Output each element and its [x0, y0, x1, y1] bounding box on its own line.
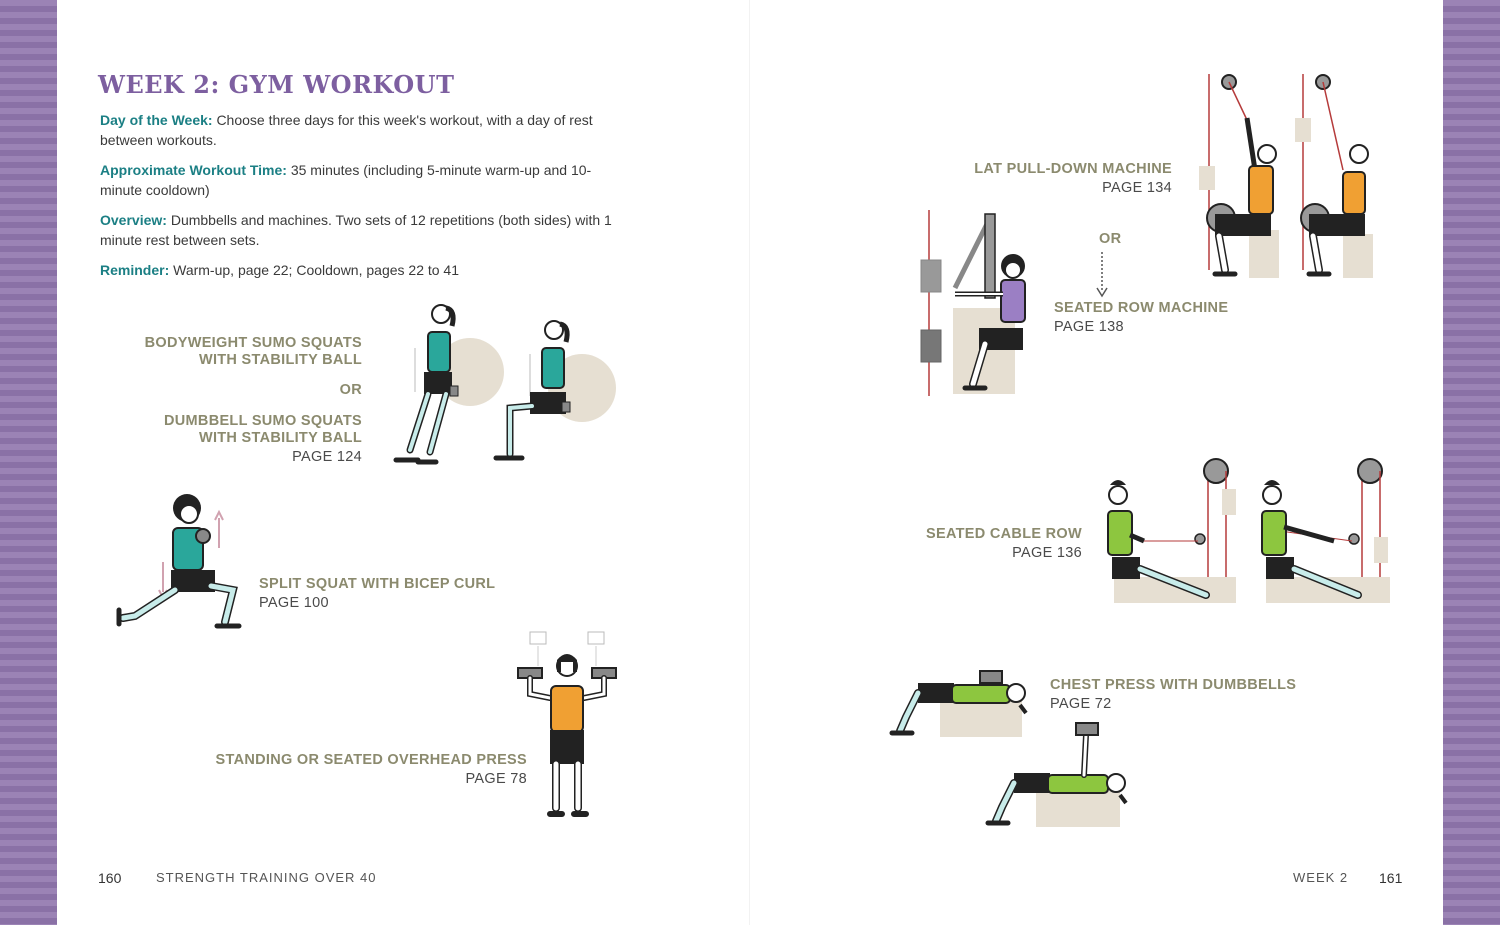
- exercise-split-squat-page: PAGE 100: [259, 595, 329, 611]
- intro-workout-time: [100, 160, 630, 200]
- intro-reminder: [100, 260, 630, 280]
- exercise-lat-pulldown-label: LAT PULL-DOWN MACHINE: [974, 161, 1172, 177]
- chest-press-dumbbells-illustration: [888, 665, 1138, 835]
- label-line: DUMBBELL SUMO SQUATS: [164, 413, 362, 429]
- sumo-squat-deep-illustration: [490, 316, 620, 471]
- intro-text: Choose three days for this week's workout, with a day of rest between workouts.: [100, 112, 593, 148]
- intro-overview: [100, 210, 630, 250]
- footer-left-page-number: 160: [98, 870, 122, 886]
- exercise-chest-press-label: CHEST PRESS WITH DUMBBELLS: [1050, 677, 1297, 693]
- exercise-seated-row-label: SEATED ROW MACHINE: [1054, 300, 1229, 316]
- footer-chapter-title: WEEK 2: [1293, 870, 1349, 885]
- exercise-overhead-press-page: PAGE 78: [465, 771, 527, 787]
- label-line: BODYWEIGHT SUMO SQUATS: [144, 335, 362, 351]
- page-title: WEEK 2: GYM WORKOUT: [98, 70, 455, 99]
- exercise-lat-pulldown-page: PAGE 134: [1102, 180, 1172, 196]
- footer-book-title: STRENGTH TRAINING OVER 40: [156, 870, 377, 885]
- intro-text: Warm-up, page 22; Cooldown, pages 22 to 41: [173, 262, 460, 278]
- exercise-sumo-bodyweight-label: [62, 335, 362, 369]
- label-line: WITH STABILITY BALL: [198, 352, 362, 368]
- exercise-split-squat-label: SPLIT SQUAT WITH BICEP CURL: [259, 576, 496, 592]
- exercise-cable-row-label: SEATED CABLE ROW: [926, 526, 1082, 542]
- exercise-chest-press-page: PAGE 72: [1050, 696, 1112, 712]
- label-line: WITH STABILITY BALL: [198, 430, 362, 446]
- seated-row-machine-illustration: [915, 208, 1035, 398]
- seated-cable-row-illustration: [1100, 455, 1395, 607]
- intro-key: Overview:: [100, 212, 167, 228]
- overhead-press-illustration: [512, 630, 622, 825]
- left-page-edge-stripe: [0, 0, 57, 925]
- exercise-sumo-dumbbell-label: [62, 413, 362, 447]
- lat-pulldown-illustration: [1195, 70, 1390, 285]
- exercise-overhead-press-label: STANDING OR SEATED OVERHEAD PRESS: [215, 752, 527, 768]
- split-squat-curl-illustration: [115, 490, 255, 635]
- intro-text: 35 minutes (including 5-minute warm-up and 10-minute cooldown): [100, 162, 592, 198]
- exercise-sumo-page: PAGE 124: [292, 449, 362, 465]
- right-page-edge-stripe: [1443, 0, 1500, 925]
- or-separator-left: OR: [339, 382, 362, 398]
- page-gutter: [749, 0, 750, 925]
- intro-text: Dumbbells and machines. Two sets of 12 repetitions (both sides) with 1 minute rest between sets.: [100, 212, 612, 248]
- intro-key: Reminder:: [100, 262, 170, 278]
- footer-right-page-number: 161: [1379, 870, 1403, 886]
- exercise-cable-row-page: PAGE 136: [1012, 545, 1082, 561]
- intro-key: Approximate Workout Time:: [100, 162, 287, 178]
- intro-day-of-week: [100, 110, 630, 150]
- exercise-seated-row-page: PAGE 138: [1054, 319, 1124, 335]
- or-separator-right: OR: [1099, 231, 1122, 247]
- or-down-arrow-icon: [1095, 252, 1109, 298]
- intro-key: Day of the Week:: [100, 112, 213, 128]
